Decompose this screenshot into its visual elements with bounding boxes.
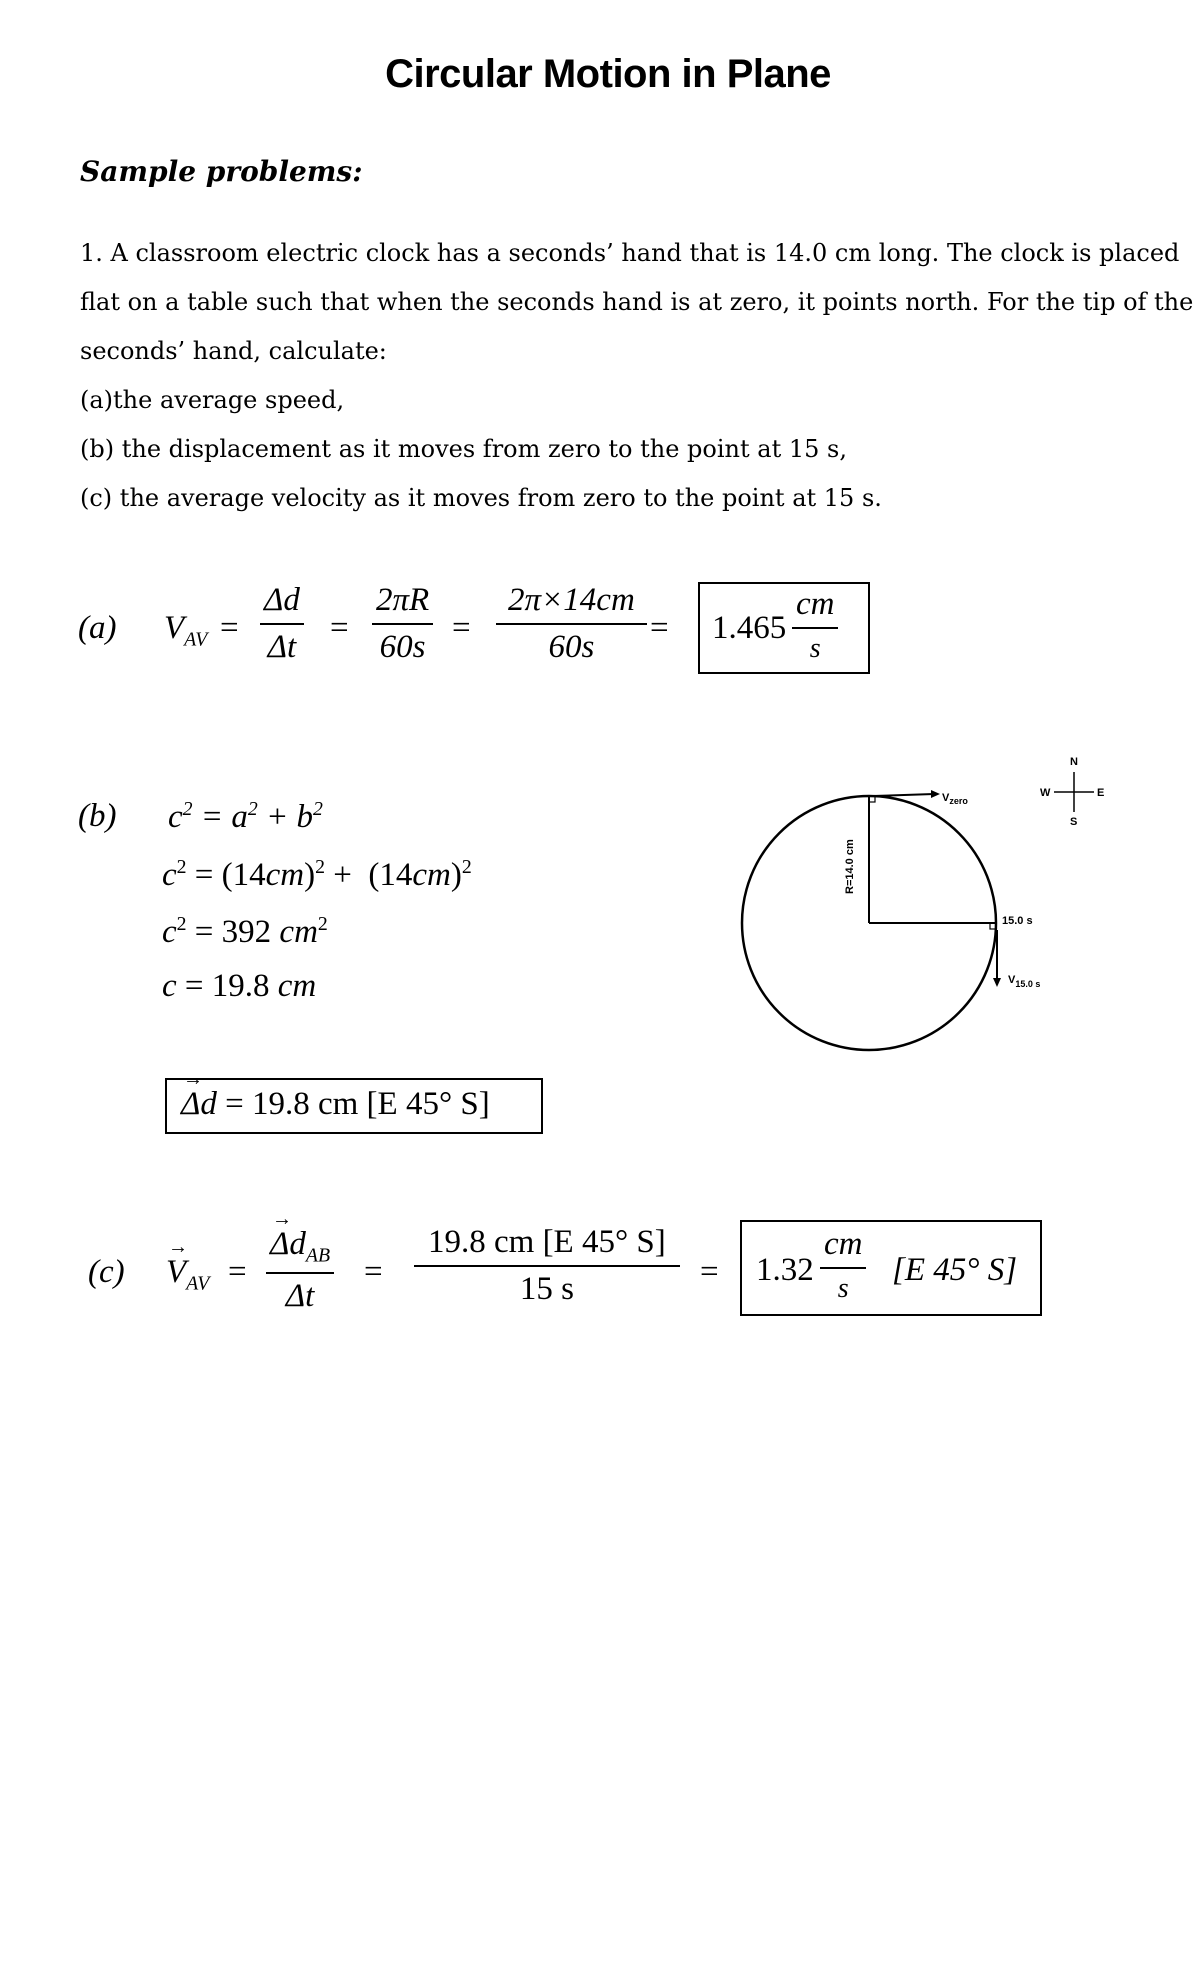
denominator: s bbox=[837, 1273, 849, 1304]
part-a-result-box bbox=[698, 582, 870, 674]
equals-sign: = bbox=[364, 1254, 383, 1290]
numerator-subscript: AB bbox=[305, 1244, 331, 1267]
compass-north: N bbox=[1070, 756, 1078, 768]
part-b-line-2: $c^2 = (14cm)^2 + (14cm)^2$ bbox=[162, 856, 472, 893]
numerator: cm bbox=[792, 586, 838, 629]
denominator: 15 s bbox=[519, 1271, 574, 1307]
arrowhead bbox=[993, 978, 1001, 987]
problem-line: seconds’ hand, calculate: bbox=[80, 337, 387, 365]
result-unit-fraction bbox=[820, 1226, 866, 1305]
numerator: cm bbox=[820, 1226, 866, 1269]
numerator: 19.8 cm [E 45° S] bbox=[414, 1224, 680, 1267]
v-subscript: AV bbox=[184, 628, 208, 651]
v-zero-label bbox=[942, 792, 968, 806]
equals-sign: = bbox=[228, 1254, 247, 1290]
result-value: 1.465 bbox=[712, 610, 787, 646]
result-direction: [E 45° S] bbox=[892, 1252, 1018, 1288]
v-15s-label bbox=[1008, 974, 1040, 989]
equals-sign: = bbox=[330, 610, 349, 646]
compass-west: W bbox=[1040, 787, 1051, 799]
part-b-result bbox=[181, 1086, 490, 1123]
equals-sign: = bbox=[452, 610, 471, 646]
section-heading: Sample problems: bbox=[80, 155, 363, 188]
point-15s-label: 15.0 s bbox=[1002, 915, 1033, 927]
v-subscript: AV bbox=[186, 1272, 210, 1295]
equals-sign: = bbox=[700, 1254, 719, 1290]
fraction-delta-dab-over-delta-t bbox=[266, 1226, 334, 1315]
part-b-line-1: $c^2 = a^2 + b^2$ bbox=[168, 798, 323, 835]
result-unit-fraction bbox=[792, 586, 838, 665]
numerator: 2πR bbox=[372, 582, 433, 625]
fraction-delta-d-over-delta-t bbox=[260, 582, 304, 666]
denominator: s bbox=[809, 633, 821, 664]
problem-line: (b) the displacement as it moves from zero to the point at 15 s, bbox=[80, 435, 847, 463]
result-value: 1.32 bbox=[756, 1252, 814, 1288]
v-zero-subscript: zero bbox=[949, 796, 968, 806]
problem-line: (c) the average velocity as it moves from zero to the point at 15 s. bbox=[80, 484, 882, 512]
equals-sign: = bbox=[220, 610, 239, 646]
part-c-result-box bbox=[740, 1220, 1042, 1316]
fraction-2pi-14cm-over-60s bbox=[496, 582, 647, 666]
arrowhead bbox=[931, 790, 940, 798]
compass-rose bbox=[1040, 756, 1104, 828]
numerator: Δd bbox=[260, 582, 304, 625]
denominator: 60s bbox=[379, 629, 426, 665]
part-c-label: (c) bbox=[88, 1254, 125, 1290]
part-b-result-box bbox=[165, 1078, 543, 1134]
circular-motion-diagram bbox=[690, 730, 1130, 1110]
fraction-2pir-over-60s bbox=[372, 582, 433, 666]
part-a-equation bbox=[78, 582, 1078, 692]
denominator: Δt bbox=[267, 629, 297, 665]
problem-line: 1. A classroom electric clock has a seconds’ hand that is 14.0 cm long. The clock is placed bbox=[80, 239, 1180, 267]
denominator: Δt bbox=[285, 1277, 315, 1314]
fraction-displacement-over-time bbox=[414, 1224, 680, 1308]
radius-label: R=14.0 cm bbox=[844, 839, 856, 894]
v-symbol: V bbox=[164, 610, 185, 646]
delta-d-vector: → Δd bbox=[270, 1226, 306, 1263]
problem-statement bbox=[80, 229, 1194, 523]
compass-east: E bbox=[1097, 787, 1105, 799]
v-vector-symbol: → V bbox=[166, 1254, 186, 1291]
part-b-label bbox=[78, 798, 116, 835]
part-b-result-rhs: = 19.8 cm [E 45° S] bbox=[216, 1086, 490, 1122]
velocity-zero-arrow bbox=[873, 794, 934, 796]
part-b-label-text: (b) bbox=[78, 798, 117, 834]
v-zero-symbol: V bbox=[942, 792, 950, 804]
equals-sign: = bbox=[650, 610, 669, 646]
numerator: 2π×14cm bbox=[496, 582, 647, 625]
compass-south: S bbox=[1070, 816, 1078, 828]
delta-d-vector: → Δd bbox=[181, 1086, 217, 1123]
part-b-line-4: c = 19.8 cm bbox=[162, 968, 317, 1004]
part-a-label: (a) bbox=[78, 610, 117, 646]
v-15s-symbol: V bbox=[1008, 974, 1016, 986]
part-b-line-3: $c^2 = 392$ $cm^2$ bbox=[162, 913, 328, 950]
part-c-equation bbox=[88, 1220, 1068, 1340]
denominator: 60s bbox=[548, 629, 595, 665]
numerator bbox=[266, 1226, 334, 1274]
v-15s-subscript: 15.0 s bbox=[1015, 979, 1041, 989]
part-a-v bbox=[164, 610, 207, 652]
problem-line: flat on a table such that when the seconds hand is at zero, it points north. For the tip of the bbox=[80, 288, 1194, 316]
page-title: Circular Motion in Plane bbox=[385, 52, 831, 96]
problem-line: (a)the average speed, bbox=[80, 386, 345, 414]
part-c-v bbox=[166, 1254, 209, 1296]
